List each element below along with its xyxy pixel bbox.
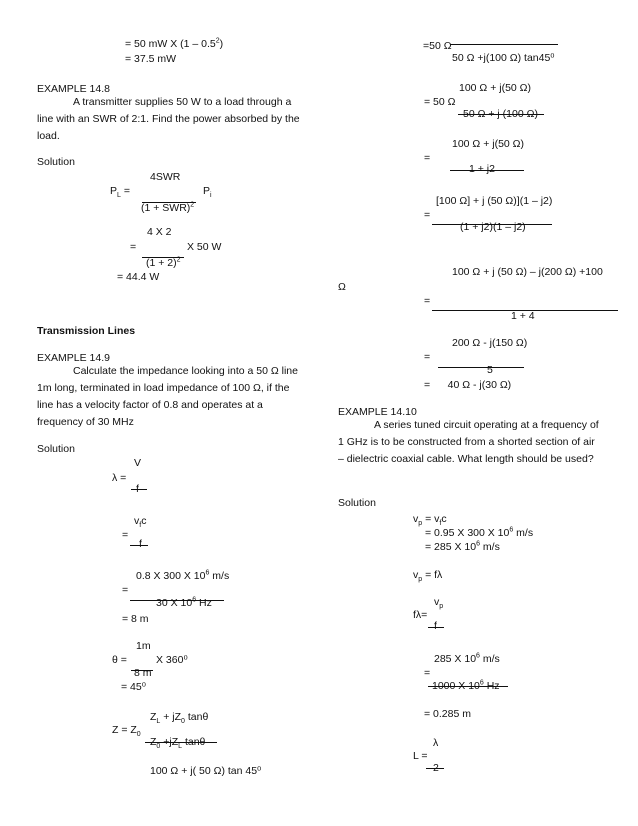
lambda-fraction-bar bbox=[131, 489, 147, 490]
calc-eq: = bbox=[122, 584, 129, 596]
l-numerator: λ bbox=[433, 737, 439, 749]
r2-numerator: 100 Ω + j(50 Ω) bbox=[459, 82, 532, 94]
example-14-8-title: EXAMPLE 14.8 bbox=[37, 83, 110, 95]
calc-result: = 8 m bbox=[122, 613, 149, 625]
lambda-denominator: f bbox=[136, 483, 139, 495]
theta-lhs: θ = bbox=[112, 654, 127, 666]
example-14-8-problem: A transmitter supplies 50 W to a load through a line with an SWR of 2:1. Find the power absorbed by the load. bbox=[37, 96, 300, 142]
fl-numerator: $v_p$ bbox=[434, 596, 444, 611]
r1-denominator: 50 Ω +j(100 Ω) tan45⁰ bbox=[452, 52, 555, 64]
pl-pi: $P_i$ bbox=[203, 185, 212, 200]
vp-line-2: = 0.95 X 300 X $10^6$ m/s bbox=[425, 526, 534, 539]
fl-lhs: fλ= bbox=[413, 609, 428, 621]
vfc-denominator: f bbox=[139, 538, 142, 550]
fl-denominator: f bbox=[434, 620, 437, 632]
fl2-denominator: 1000 X $10^6$ Hz bbox=[432, 679, 500, 692]
heading-transmission-lines: Transmission Lines bbox=[37, 325, 136, 337]
l-denominator: 2 bbox=[433, 762, 439, 774]
lambda-lhs: λ = bbox=[112, 472, 127, 484]
fl2-result: = 0.285 m bbox=[424, 708, 471, 720]
theta-result: = 45⁰ bbox=[121, 681, 146, 693]
r5-denominator: 1 + 4 bbox=[511, 310, 535, 322]
example-14-9-title: EXAMPLE 14.9 bbox=[37, 352, 110, 364]
r5-omega: Ω bbox=[338, 281, 346, 293]
r1-fraction-bar bbox=[450, 44, 558, 45]
vfc-numerator: $v_fc$ bbox=[134, 515, 147, 530]
solution-label-3: Solution bbox=[338, 497, 376, 509]
theta-tail: X 360⁰ bbox=[156, 654, 188, 666]
fl2-numerator: 285 X $10^6$ m/s bbox=[434, 652, 500, 665]
vfc-eq: = bbox=[122, 529, 129, 541]
lambda-numerator: V bbox=[134, 457, 142, 469]
f2-denominator: $(1 + 2)^2$ bbox=[146, 256, 181, 269]
r3-eq: = bbox=[424, 152, 431, 164]
eq-power-line-1: = 50 mW X $(1 - 0.5^2)$ bbox=[125, 37, 224, 50]
r6-fraction-bar bbox=[438, 367, 524, 368]
theta-numerator: 1m bbox=[136, 640, 151, 652]
r6-denominator: 5 bbox=[487, 364, 493, 376]
r2-denominator: 50 Ω + j (100 Ω) bbox=[463, 108, 538, 120]
z-numerator: $Z_L + jZ_0$ tanθ bbox=[150, 711, 209, 726]
r4-numerator: [100 Ω] + j (50 Ω)](1 – j2) bbox=[436, 195, 553, 207]
theta-denominator: 8 m bbox=[134, 667, 152, 679]
r6-numerator: 200 Ω - j(150 Ω) bbox=[452, 337, 528, 349]
f2-result: = 44.4 W bbox=[117, 271, 160, 283]
pl-lhs: $P_L$ = bbox=[110, 185, 130, 200]
example-14-10-title: EXAMPLE 14.10 bbox=[338, 406, 417, 418]
fl2-eq: = bbox=[424, 667, 431, 679]
r6-eq: = bbox=[424, 351, 431, 363]
vp-f-lambda: $v_p = f\lambda$ bbox=[413, 569, 443, 584]
f2-numerator: 4 X 2 bbox=[147, 226, 172, 238]
eq-power-line-2: = 37.5 mW bbox=[125, 53, 177, 65]
r5-eq: = bbox=[424, 295, 431, 307]
calc-denominator: 30 X $10^6$ Hz bbox=[156, 596, 212, 609]
vp-line-3: = 285 X $10^6$ m/s bbox=[425, 540, 500, 553]
r5-numerator: 100 Ω + j (50 Ω) – j(200 Ω) +100 bbox=[452, 266, 603, 278]
r7-result: = 40 Ω - j(30 Ω) bbox=[424, 379, 512, 391]
z-lhs: $Z = Z_0$ bbox=[112, 724, 141, 739]
z-denominator: $Z_0 +jZ_L$ tanθ bbox=[150, 736, 206, 751]
pl-denominator: (1 + SWR)$^2$ bbox=[141, 201, 195, 214]
r4-denominator: (1 + j2)(1 – j2) bbox=[460, 221, 526, 233]
example-14-10-problem: A series tuned circuit operating at a frequency of 1 GHz is to be constructed from a shorted section of air – dielectric coaxial cable. What length should be used? bbox=[338, 419, 599, 465]
r3-denominator: 1 + j2 bbox=[469, 163, 495, 175]
r3-numerator: 100 Ω + j(50 Ω) bbox=[452, 138, 525, 150]
l-lhs: L = bbox=[413, 750, 428, 762]
solution-label-2: Solution bbox=[37, 443, 75, 455]
r1-eq: =50 Ω bbox=[423, 40, 452, 52]
example-14-9-problem: Calculate the impedance looking into a 50 Ω line 1m long, terminated in load impedance of 100 Ω, if the line has a velocity factor of 0.8 and operates at a frequency of 30 MHz bbox=[37, 365, 298, 428]
r2-fraction-bar bbox=[458, 114, 544, 115]
pl-numerator: 4SWR bbox=[150, 171, 181, 183]
r4-eq: = bbox=[424, 209, 431, 221]
solution-label-1: Solution bbox=[37, 156, 75, 168]
r2-eq: = 50 Ω bbox=[424, 96, 456, 108]
vp-line-1: $v_p = v_fc$ bbox=[413, 513, 447, 528]
calc-numerator: 0.8 X 300 X $10^6$ m/s bbox=[136, 569, 230, 582]
f2-tail: X 50 W bbox=[187, 241, 222, 253]
f2-eq: = bbox=[130, 241, 137, 253]
z-substituted: 100 Ω + j( 50 Ω) tan 45⁰ bbox=[150, 765, 262, 777]
